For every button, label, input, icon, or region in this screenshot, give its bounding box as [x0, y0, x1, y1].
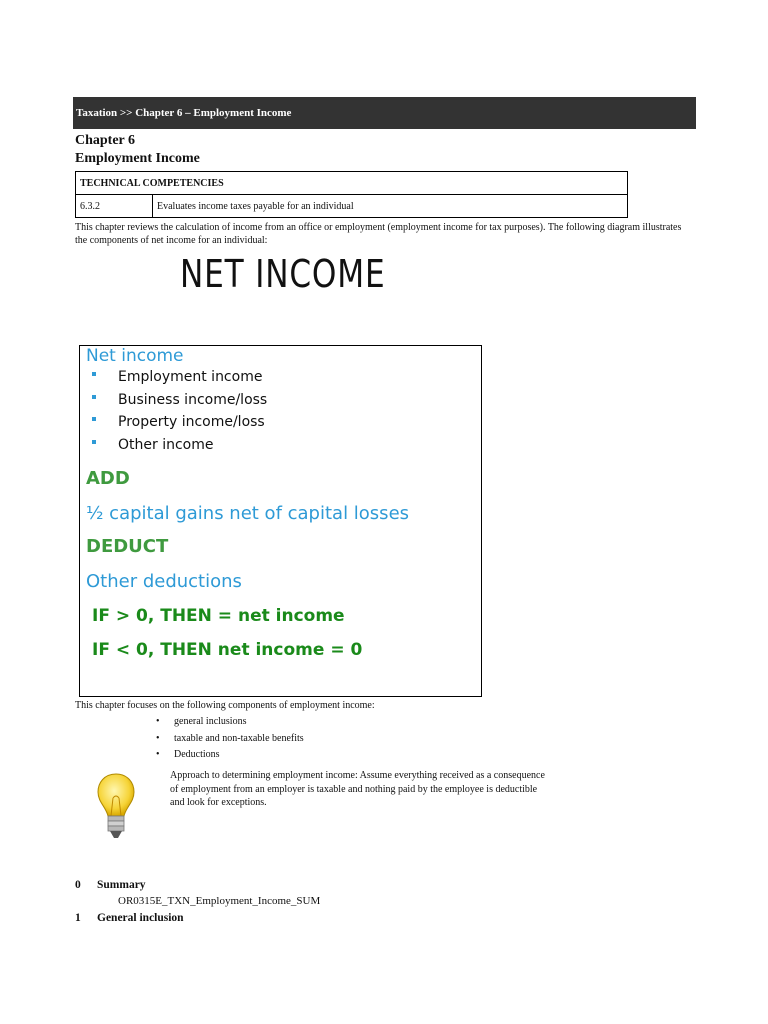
diagram-rule-negative: IF < 0, THEN net income = 0 — [92, 640, 363, 660]
bullet-square-icon — [92, 417, 96, 421]
income-item-label: Employment income — [118, 369, 263, 385]
chapter-subtitle: Employment Income — [75, 151, 200, 166]
section-title: Summary — [97, 879, 146, 891]
list-item — [156, 733, 304, 750]
diagram-deduct-label: DEDUCT — [86, 536, 169, 557]
net-income-heading: NET INCOME — [180, 252, 386, 296]
table-row — [76, 195, 628, 218]
diagram-rule-positive: IF > 0, THEN = net income — [92, 606, 345, 626]
tip-text: Approach to determining employment income: Assume everything received as a consequence of employment from an employer is taxable and nothing paid by the employee is deductible and look for exceptions. — [170, 770, 545, 808]
diagram-capital-gains: ½ capital gains net of capital losses — [86, 503, 410, 524]
focus-list — [156, 716, 304, 766]
list-item — [156, 716, 304, 733]
diagram-other-deductions: Other deductions — [86, 571, 242, 592]
bullet-square-icon — [92, 395, 96, 399]
focus-intro: This chapter focuses on the following components of employment income: — [75, 700, 375, 711]
focus-item-label: taxable and non-taxable benefits — [174, 732, 304, 744]
bullet-square-icon — [92, 372, 96, 376]
breadcrumb: Taxation >> Chapter 6 – Employment Income — [73, 97, 696, 129]
income-item-label: Business income/loss — [118, 391, 268, 408]
diagram-add-label: ADD — [86, 468, 130, 489]
bullet-icon: • — [156, 732, 160, 744]
section-code: OR0315E_TXN_Employment_Income_SUM — [118, 895, 321, 907]
list-item — [156, 749, 304, 766]
competencies-heading: TECHNICAL COMPETENCIES — [76, 172, 628, 195]
intro-paragraph: This chapter reviews the calculation of income from an office or employment (employment income for tax purposes). The following diagram illustrates the components of net income for an individual: — [75, 222, 682, 246]
section-number: 1 — [75, 912, 81, 924]
diagram-net-income-label: Net income — [86, 346, 184, 366]
list-item — [92, 437, 267, 460]
net-income-diagram — [79, 345, 482, 697]
competencies-table — [75, 171, 628, 218]
bullet-icon: • — [156, 749, 160, 760]
list-item — [92, 414, 267, 437]
section-title: General inclusion — [97, 912, 184, 924]
focus-item-label: general inclusions — [174, 716, 247, 727]
bullet-square-icon — [92, 440, 96, 444]
section-number: 0 — [75, 879, 81, 891]
lightbulb-icon — [96, 772, 136, 842]
bullet-icon: • — [156, 716, 160, 727]
list-item — [92, 392, 267, 415]
competencies-header-row — [76, 172, 628, 195]
chapter-title: Chapter 6 — [75, 133, 136, 148]
competency-text: Evaluates income taxes payable for an individual — [153, 195, 628, 218]
income-list — [92, 369, 267, 459]
list-item — [92, 369, 267, 392]
income-item-label: Other income — [118, 436, 214, 453]
focus-item-label: Deductions — [174, 749, 220, 760]
income-item-label: Property income/loss — [118, 414, 265, 430]
competency-code: 6.3.2 — [76, 195, 153, 218]
